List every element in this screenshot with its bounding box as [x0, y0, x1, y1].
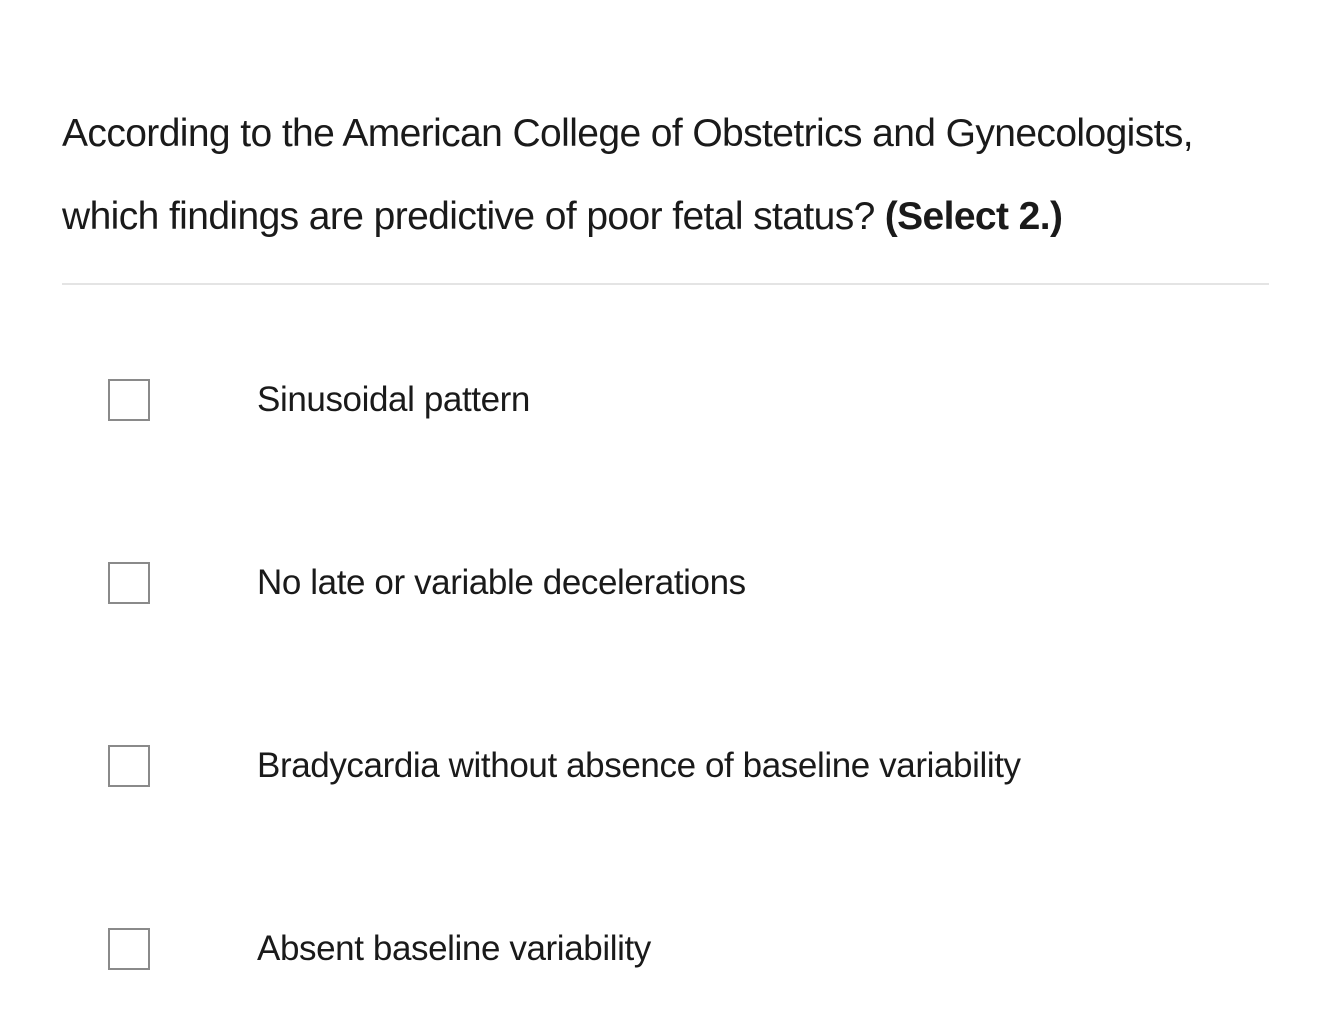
divider	[62, 283, 1269, 285]
option-label: Absent baseline variability	[257, 929, 651, 968]
option-label: Bradycardia without absence of baseline variability	[257, 746, 1021, 785]
option-bradycardia[interactable]	[108, 743, 1208, 789]
question-text: According to the American College of Obstetrics and Gynecologists, which findings are predictive of poor fetal status?	[62, 112, 1193, 238]
option-label: Sinusoidal pattern	[257, 380, 530, 419]
option-absent-baseline-variability[interactable]	[108, 926, 1208, 972]
option-no-late-or-variable-decelerations[interactable]	[108, 560, 1208, 606]
checkbox[interactable]	[108, 928, 150, 970]
option-sinusoidal-pattern[interactable]	[108, 377, 1208, 423]
select-instruction: (Select 2.)	[884, 195, 1063, 238]
checkbox[interactable]	[108, 562, 150, 604]
option-label: No late or variable decelerations	[257, 563, 746, 602]
checkbox[interactable]	[108, 745, 150, 787]
checkbox[interactable]	[108, 379, 150, 421]
question-prompt	[62, 92, 1292, 258]
